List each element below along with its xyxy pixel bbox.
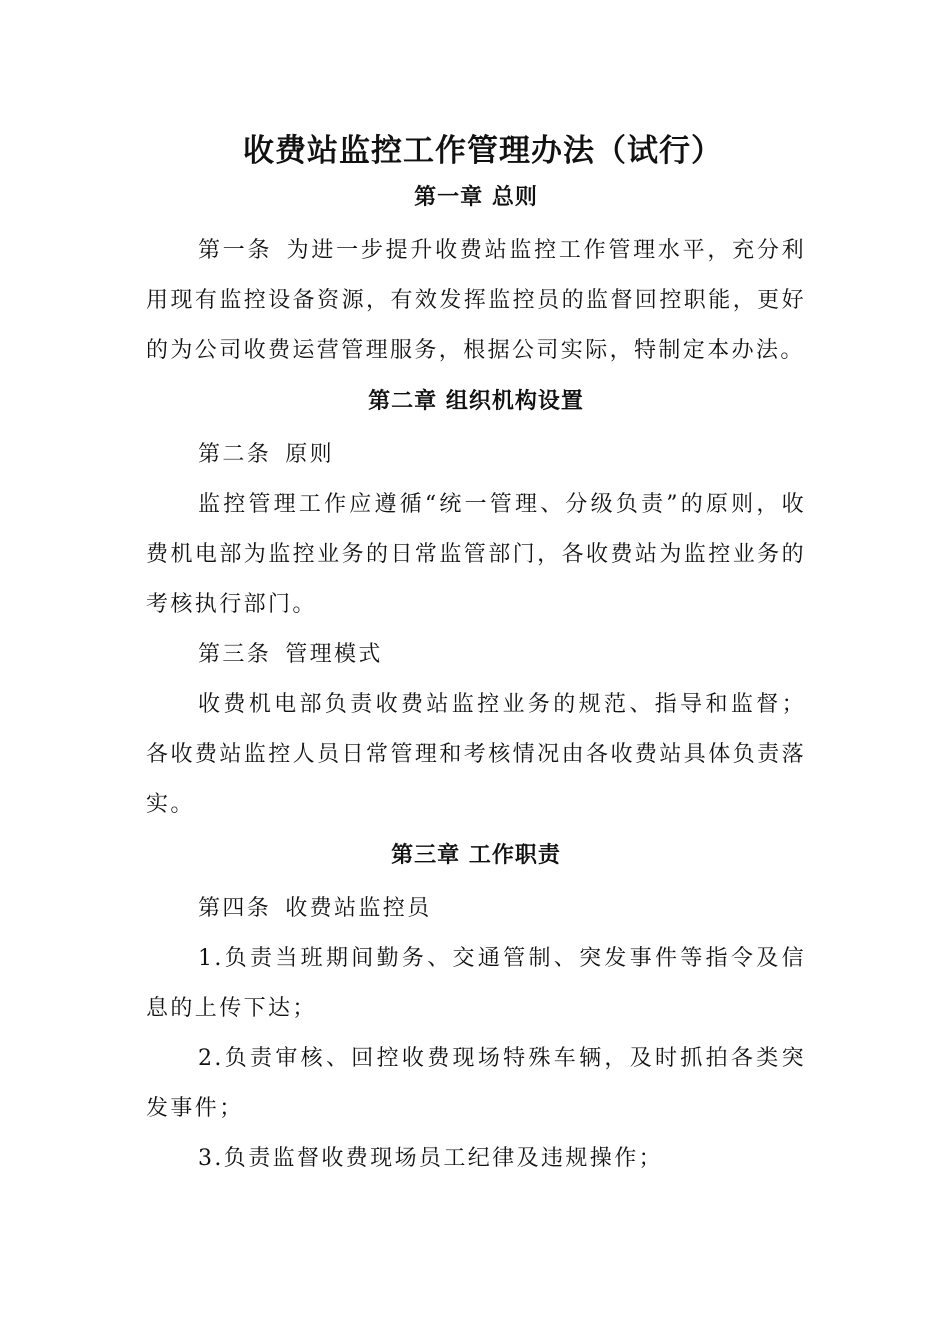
document-title: 收费站监控工作管理办法（试行） bbox=[243, 133, 723, 169]
article-text: 收费站监控员 bbox=[285, 896, 432, 921]
article-label: 第二条 bbox=[198, 442, 272, 467]
document-page bbox=[146, 128, 806, 1184]
article-text: 为进一步提升收费站监控工作管理水平，充分利用现有监控设备资源，有效发挥监控员的监督回控职能，更好的为公司收费运营管理服务，根据公司实际，特制定本办法。 bbox=[146, 238, 806, 363]
article-4 bbox=[146, 884, 806, 934]
paragraph: 监控管理工作应遵循“统一管理、分级负责”的原则，收费机电部为监控业务的日常监管部门，各收费站为监控业务的考核执行部门。 bbox=[146, 492, 806, 617]
list-item: 3.负责监督收费现场员工纪律及违规操作； bbox=[198, 1146, 663, 1171]
article-text: 原则 bbox=[285, 442, 335, 467]
list-item: 2.负责审核、回控收费现场特殊车辆，及时抓拍各类突发事件； bbox=[146, 1046, 806, 1121]
article-1 bbox=[146, 226, 806, 376]
article-label: 第四条 bbox=[198, 896, 272, 921]
article-text: 管理模式 bbox=[285, 642, 383, 667]
article-label: 第三条 bbox=[198, 642, 272, 667]
chapter-heading-2: 第二章 组织机构设置 bbox=[368, 389, 584, 414]
chapter-heading-3: 第三章 工作职责 bbox=[391, 843, 561, 868]
article-label: 第一条 bbox=[198, 238, 273, 263]
article-2 bbox=[146, 430, 806, 480]
list-item: 1.负责当班期间勤务、交通管制、突发事件等指令及信息的上传下达； bbox=[146, 946, 806, 1021]
article-3 bbox=[146, 630, 806, 680]
chapter-heading-1: 第一章 总则 bbox=[414, 185, 538, 210]
paragraph: 收费机电部负责收费站监控业务的规范、指导和监督；各收费站监控人员日常管理和考核情况由各收费站具体负责落实。 bbox=[146, 692, 806, 817]
